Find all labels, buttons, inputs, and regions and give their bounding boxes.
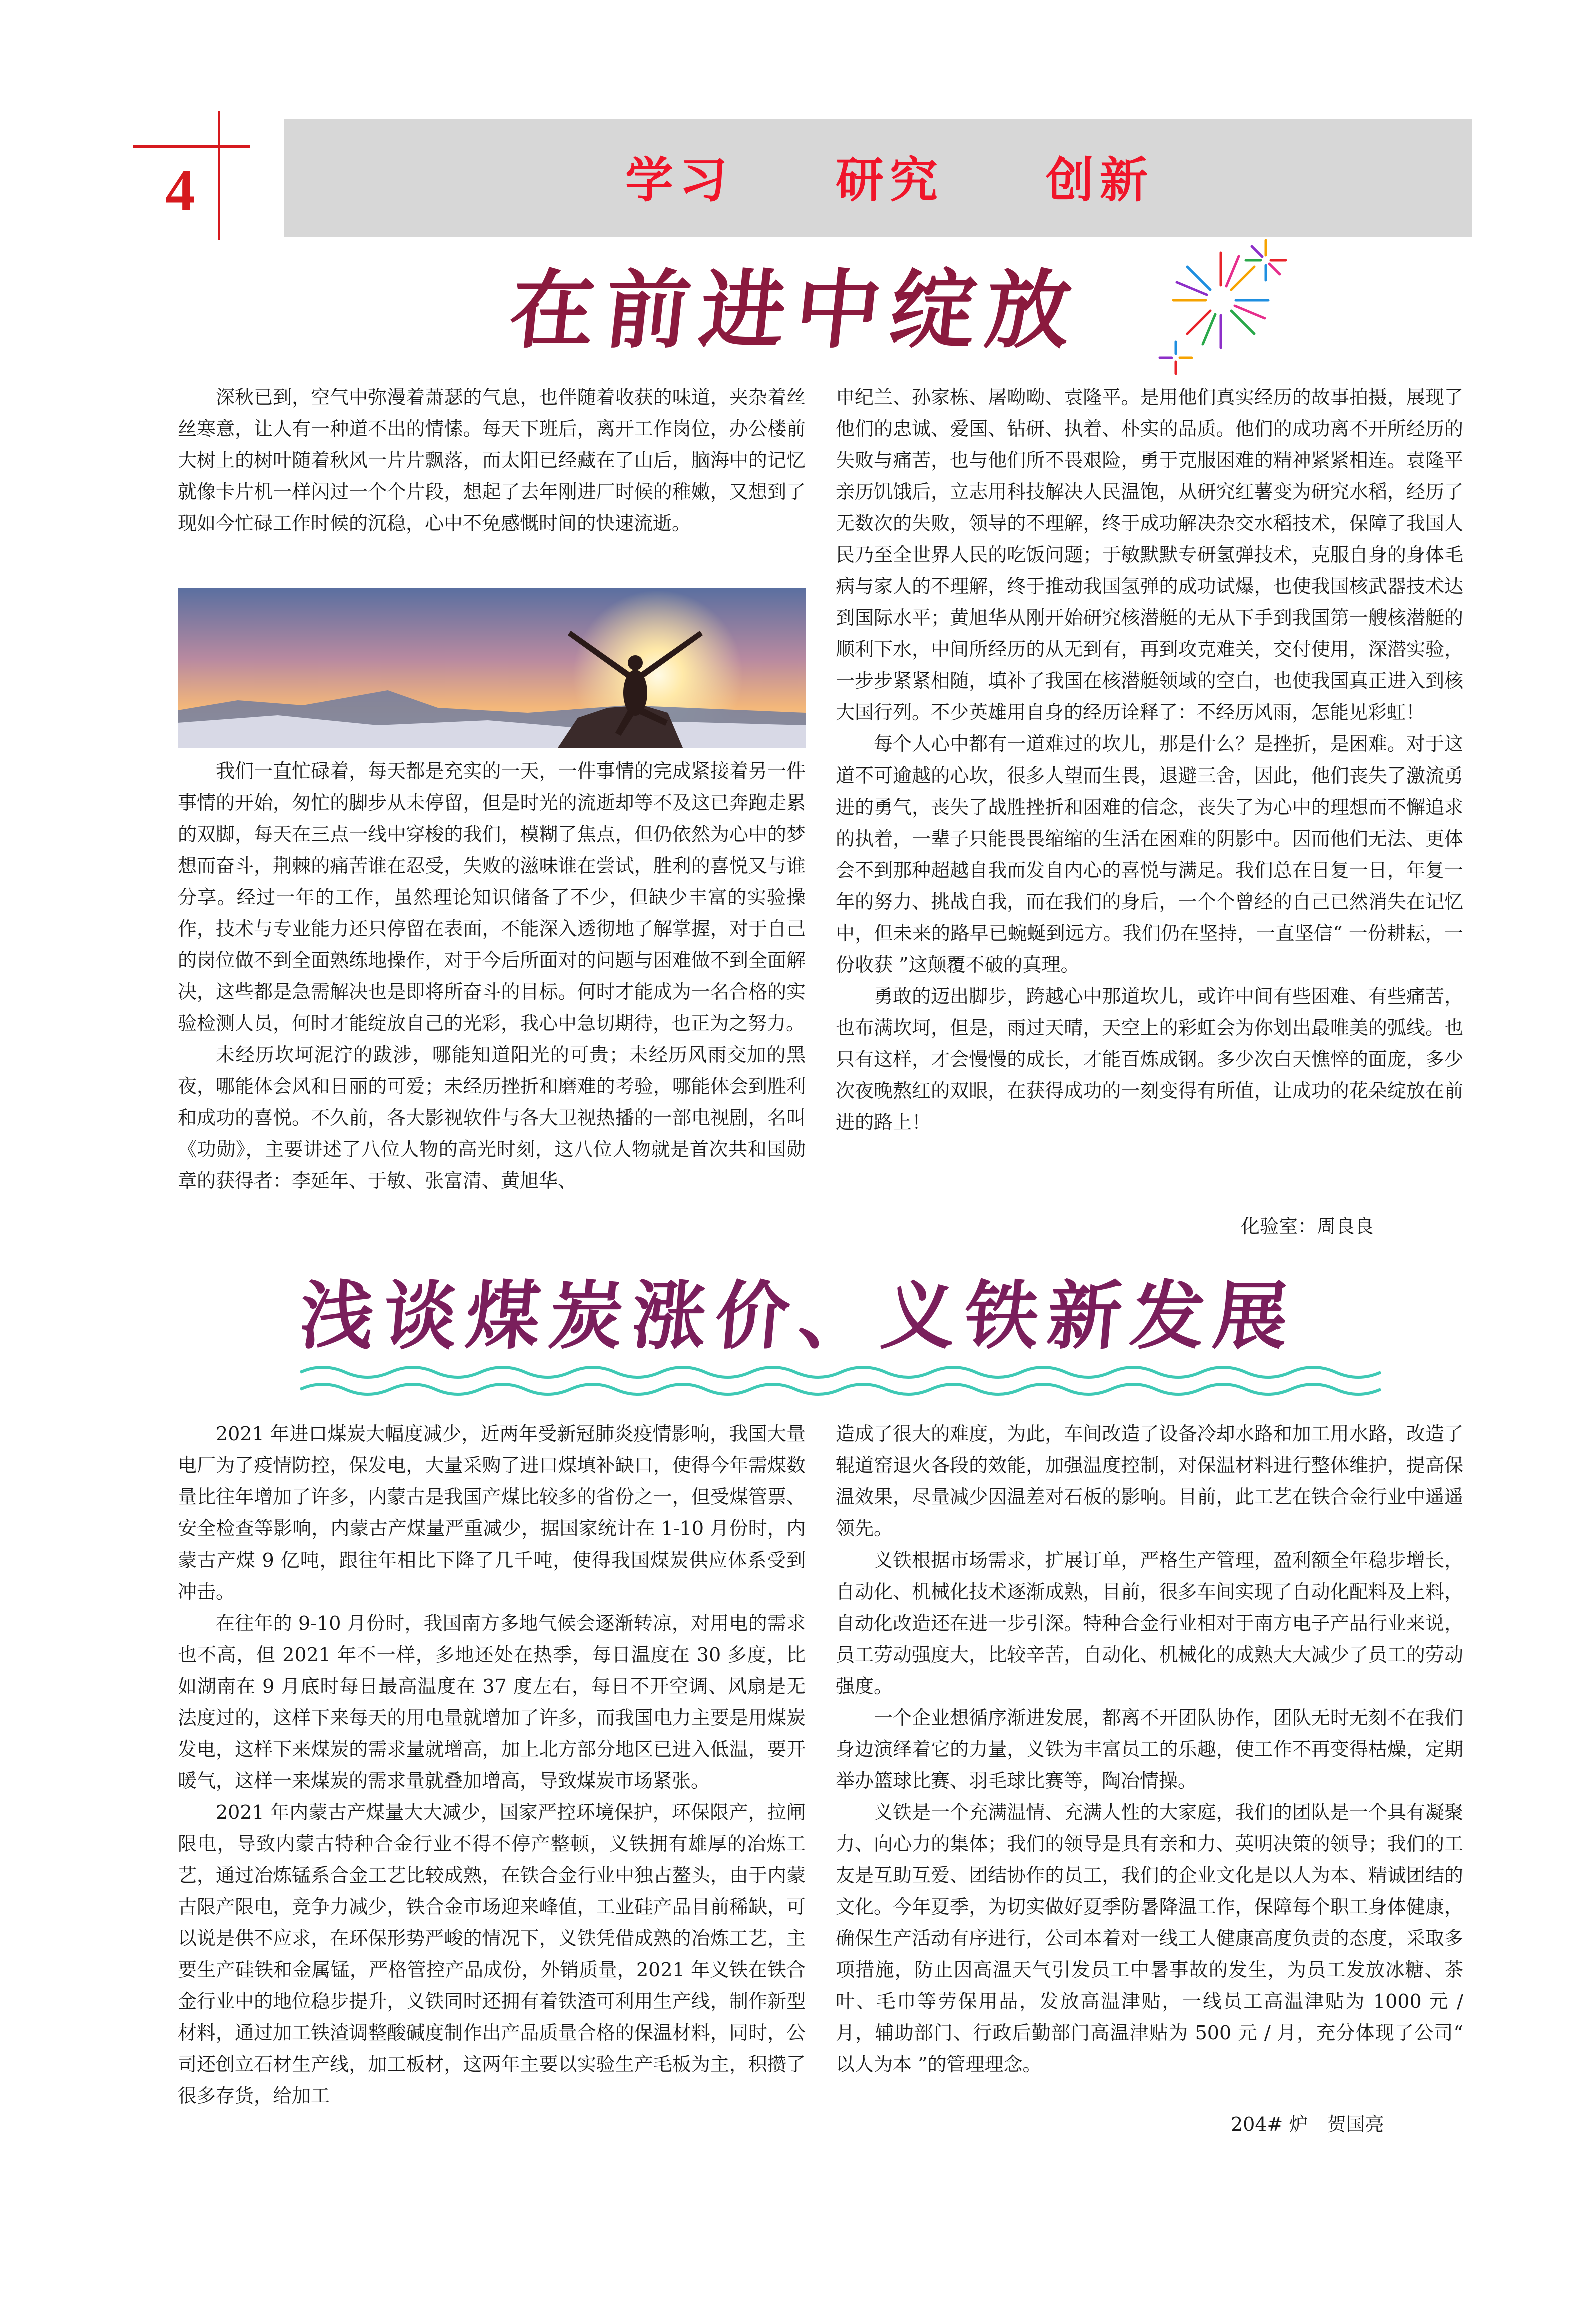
slogan-research: 研究 — [836, 152, 944, 208]
article2-left-column — [178, 1418, 806, 2112]
paragraph: 勇敢的迈出脚步，跨越心中那道坎儿，或许中间有些困难、有些痛苦，也布满坎坷，但是，雨过天晴，天空上的彩虹会为你划出最唯美的弧线。也只有这样，才会慢慢的成长，才能百炼成钢。多少次白天憔悴的面庞，多少次夜晚熬红的双眼，在获得成功的一刻变得有所值，让成功的花朵绽放在前进的路上！ — [836, 985, 1463, 1133]
paragraph-continued: 申纪兰、孙家栋、屠呦呦、袁隆平。是用他们真实经历的故事拍摄，展现了他们的忠诚、爱国、钻研、执着、朴实的品质。他们的成功离不开所经历的失败与痛苦，也与他们所不畏艰险，勇于克服困难的精神紧紧相连。袁隆平亲历饥饿后，立志用科技解决人民温饱，从研究红薯变为研究水稻，经历了无数次的失败，领导的不理解，终于成功解决杂交水稻技术，保障了我国人民乃至全世界人民的吃饭问题；于敏默默专研氢弹技术，克服自身的身体毛病与家人的不理解，终于推动我国氢弹的成功试爆，也使我国核武器技术达到国际水平；黄旭华从刚开始研究核潜艇的无从下手到我国第一艘核潜艇的顺利下水，中间所经历的从无到有，再到攻克难关，交付使用，深潜实验，一步步紧紧相随，填补了我国在核潜艇领域的空白，也使我国真正进入到核大国行列。不少英雄用自身的经历诠释了：不经历风雨，怎能见彩虹！ — [836, 386, 1463, 723]
paragraph: 义铁根据市场需求，扩展订单，严格生产管理，盈利额全年稳步增长，自动化、机械化技术逐渐成熟，目前，很多车间实现了自动化配料及上料，自动化改造还在进一步引深。特种合金行业相对于南方电子产品行业来说，员工劳动强度大，比较辛苦，自动化、机械化的成熟大大减少了员工的劳动强度。 — [836, 1549, 1463, 1697]
paragraph: 未经历坎坷泥泞的跋涉，哪能知道阳光的可贵；未经历风雨交加的黑夜，哪能体会风和日丽的可爱；未经历挫折和磨难的考验，哪能体会到胜利和成功的喜悦。不久前，各大影视软件与各大卫视热播的一部电视剧，名叫《功勋》，主要讲述了八位人物的高光时刻，这八位人物就是首次共和国勋章的获得者：李延年、于敏、张富清、黄旭华、 — [178, 1044, 806, 1192]
sunset-mountain-photo — [178, 588, 806, 748]
paragraph: 我们一直忙碌着，每天都是充实的一天，一件事情的完成紧接着另一件事情的开始，匆忙的脚步从未停留，但是时光的流逝却等不及这已奔跑走累的双脚，每天在三点一线中穿梭的我们，模糊了焦点，但仍依然为心中的梦想而奋斗，荆棘的痛苦谁在忍受，失败的滋味谁在尝试，胜利的喜悦又与谁分享。经过一年的工作，虽然理论知识储备了不少，但缺少丰富的实验操作，技术与专业能力还只停留在表面，不能深入透彻地了解掌握，对于自己的岗位做不到全面熟练地操作，对于今后所面对的问题与困难做不到全面解决，这些都是急需解决也是即将所奋斗的目标。何时才能成为一名合格的实验检测人员，何时才能绽放自己的光彩，我心中急切期待，也正为之努力。 — [178, 760, 806, 1034]
article2-right-column — [836, 1418, 1463, 2080]
wave-divider — [300, 1358, 1381, 1403]
article1-title: 在前进中绽放 — [505, 260, 1086, 360]
article2-title: 浅谈煤炭涨价、义铁新发展 — [296, 1272, 1301, 1359]
paragraph: 每个人心中都有一道难过的坎儿，那是什么？是挫折，是困难。对于这道不可逾越的心坎，很多人望而生畏，退避三舍，因此，他们丧失了激流勇进的勇气，丧失了战胜挫折和困难的信念，丧失了为心中的理想而不懈追求的执着，一辈子只能畏畏缩缩的生活在困难的阴影中。因而他们无法、更体会不到那种超越自我而发自内心的喜悦与满足。我们总在日复一日，年复一年的努力、挑战自我，而在我们的身后，一个个曾经的自己已然消失在记忆中，但未来的路早已蜿蜒到远方。我们仍在坚持，一直坚信“ 一份耕耘，一份收获 ”这颠覆不破的真理。 — [836, 733, 1463, 976]
paragraph: 一个企业想循序渐进发展，都离不开团队协作，团队无时无刻不在我们身边演绎着它的力量，义铁为丰富员工的乐趣，使工作不再变得枯燥，定期举办篮球比赛、羽毛球比赛等，陶冶情操。 — [836, 1707, 1463, 1792]
fireworks-decoration — [1146, 230, 1296, 385]
paragraph: 2021 年进口煤炭大幅度减少，近两年受新冠肺炎疫情影响，我国大量电厂为了疫情防控，保发电，大量采购了进口煤填补缺口，使得今年需煤数量比往年增加了许多，内蒙古是我国产煤比较多的省份之一，但受煤管票、安全检查等影响，内蒙古产煤量严重减少，据国家统计在 1-10 月份时，内蒙古产煤 9 亿吨，跟往年相比下降了几千吨，使得我国煤炭供应体系受到冲击。 — [178, 1423, 806, 1603]
slogan-innovate: 创新 — [1046, 152, 1154, 208]
article2-signature: 204# 炉 贺国亮 — [1231, 2113, 1384, 2135]
article1-left-column-bottom — [178, 755, 806, 1197]
slogan-study: 学习 — [625, 152, 733, 208]
paragraph: 在往年的 9-10 月份时，我国南方多地气候会逐渐转凉，对用电的需求也不高，但 2021 年不一样，多地还处在热季，每日温度在 30 多度，比如湖南在 9 月底时每日最高温度在 37 度左右，每日不开空调、风扇是无法度过的，这样下来每天的用电量就增加了许多，而我国电力主要是用煤炭发电，这样下来煤炭的需求量就增高，加上北方部分地区已进入低温，要开暖气，这样一来煤炭的需求量就叠加增高，导致煤炭市场紧张。 — [178, 1612, 806, 1792]
paragraph: 2021 年内蒙古产煤量大大减少，国家严控环境保护，环保限产，拉闸限电，导致内蒙古特种合金行业不得不停产整顿，义铁拥有雄厚的冶炼工艺，通过冶炼锰系合金工艺比较成熟，在铁合金行业中独占鳌头，由于内蒙古限产限电，竞争力减少，铁合金市场迎来峰值，工业硅产品目前稀缺，可以说是供不应求，在环保形势严峻的情况下，义铁凭借成熟的冶炼工艺，主要生产硅铁和金属锰，严格管控产品成份，外销质量，2021 年义铁在铁合金行业中的地位稳步提升，义铁同时还拥有着铁渣可利用生产线，制作新型材料，通过加工铁渣调整酸碱度制作出产品质量合格的保温材料，同时，公司还创立石材生产线，加工板材，这两年主要以实验生产毛板为主，积攒了很多存货，给加工 — [178, 1801, 806, 2107]
paragraph: 义铁是一个充满温情、充满人性的大家庭，我们的团队是一个具有凝聚力、向心力的集体；我们的领导是具有亲和力、英明决策的领导；我们的工友是互助互爱、团结协作的员工，我们的企业文化是以人为本、精诚团结的文化。今年夏季，为切实做好夏季防暑降温工作，保障每个职工身体健康，确保生产活动有序进行，公司本着对一线工人健康高度负责的态度，采取多项措施，防止因高温天气引发员工中暑事故的发生，为员工发放冰糖、茶叶、毛巾等劳保用品，发放高温津贴，一线员工高温津贴为 1000 元 / 月，辅助部门、行政后勤部门高温津贴为 500 元 / 月，充分体现了公司“ 以人为本 ”的管理理念。 — [836, 1801, 1463, 2075]
paragraph: 深秋已到，空气中弥漫着萧瑟的气息，也伴随着收获的味道，夹杂着丝丝寒意，让人有一种道不出的情愫。每天下班后，离开工作岗位，办公楼前大树上的树叶随着秋风一片片飘落，而太阳已经藏在了山后，脑海中的记忆就像卡片机一样闪过一个个片段，想起了去年刚进厂时候的稚嫩，又想到了现如今忙碌工作时候的沉稳，心中不免感慨时间的快速流逝。 — [178, 386, 806, 534]
article1-signature: 化验室：周良良 — [1241, 1215, 1374, 1237]
header-rule-horizontal — [133, 145, 250, 148]
article1-left-column-top — [178, 382, 806, 539]
article1-right-column — [836, 382, 1463, 1138]
paragraph-continued: 造成了很大的难度，为此，车间改造了设备冷却水路和加工用水路，改造了辊道窑退火各段的效能，加强温度控制，对保温材料进行整体维护，提高保温效果，尽量减少因温差对石板的影响。目前，此工艺在铁合金行业中遥遥领先。 — [836, 1423, 1463, 1540]
page-number: 4 — [165, 157, 195, 223]
